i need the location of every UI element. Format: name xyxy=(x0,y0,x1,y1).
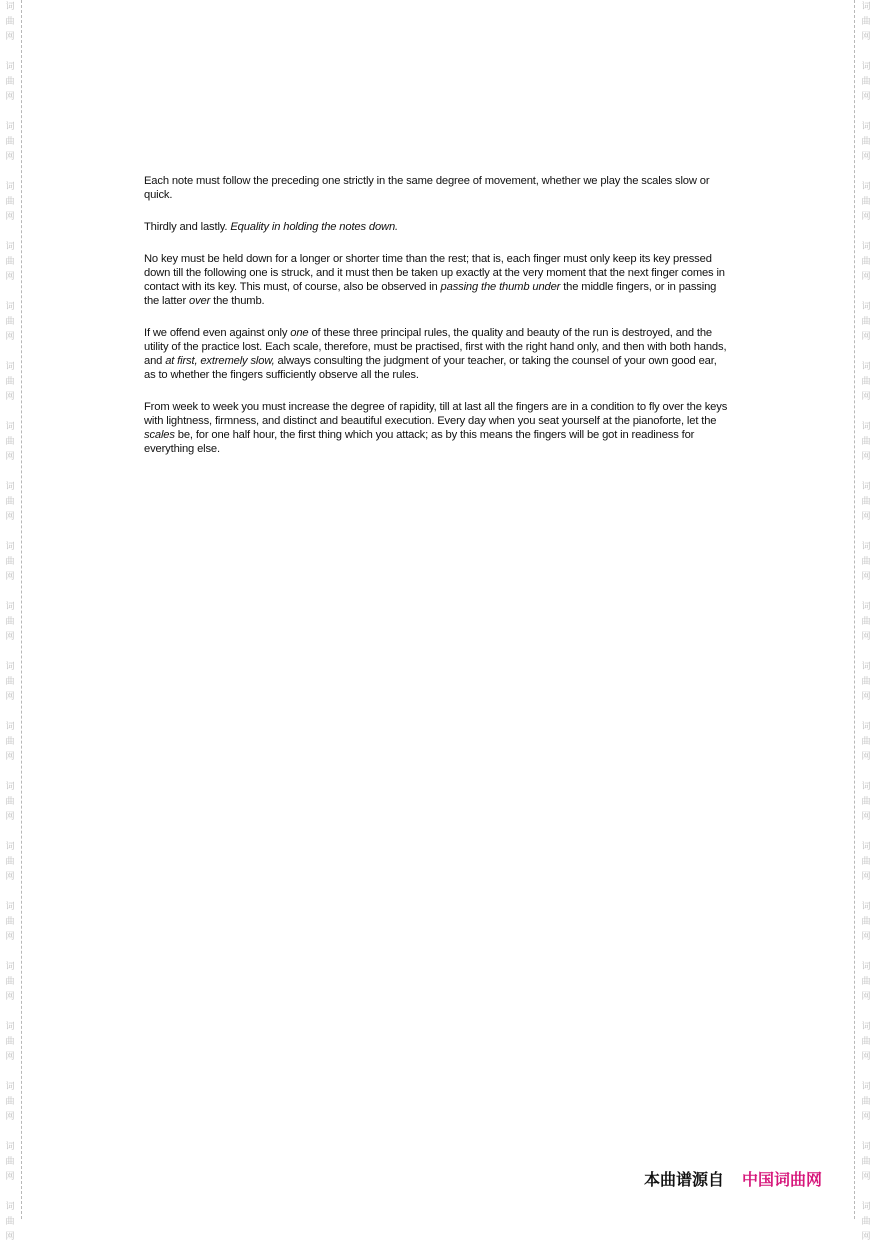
watermark-char: 网 xyxy=(5,992,15,1002)
watermark-char: 词 xyxy=(861,482,871,492)
watermark-char: 网 xyxy=(861,212,871,222)
watermark-char: 词 xyxy=(5,662,15,672)
watermark-char: 词 xyxy=(5,242,15,252)
watermark-char: 词 xyxy=(861,782,871,792)
watermark-char: 网 xyxy=(861,572,871,582)
watermark-group xyxy=(858,600,874,648)
watermark-char: 曲 xyxy=(861,437,871,447)
watermark-char: 曲 xyxy=(5,377,15,387)
watermark-char: 曲 xyxy=(5,1157,15,1167)
watermark-char: 网 xyxy=(5,932,15,942)
watermark-char: 词 xyxy=(5,362,15,372)
watermark-char: 网 xyxy=(5,392,15,402)
watermark-char: 曲 xyxy=(5,257,15,267)
italic-text: one xyxy=(290,327,309,339)
watermark-char: 网 xyxy=(5,1052,15,1062)
watermark-group xyxy=(858,1140,874,1188)
watermark-char: 曲 xyxy=(861,917,871,927)
watermark-char: 曲 xyxy=(861,17,871,27)
watermark-char: 曲 xyxy=(861,1097,871,1107)
watermark-group xyxy=(2,600,18,648)
watermark-char: 曲 xyxy=(861,497,871,507)
watermark-group xyxy=(2,420,18,468)
italic-text: over xyxy=(189,295,211,307)
watermark-char: 曲 xyxy=(861,797,871,807)
footer-source-label: 本曲谱源自 xyxy=(644,1170,725,1189)
watermark-char: 词 xyxy=(5,422,15,432)
watermark-char: 网 xyxy=(861,272,871,282)
watermark-char: 词 xyxy=(861,422,871,432)
watermark-group xyxy=(2,1200,18,1248)
watermark-char: 词 xyxy=(5,482,15,492)
watermark-char: 网 xyxy=(5,632,15,642)
watermark-group xyxy=(2,0,18,48)
watermark-group xyxy=(858,1200,874,1248)
left-margin-dashed-line xyxy=(21,0,22,1219)
watermark-char: 词 xyxy=(861,902,871,912)
watermark-char: 网 xyxy=(861,812,871,822)
paragraph xyxy=(144,174,730,202)
watermark-char: 词 xyxy=(5,782,15,792)
watermark-char: 曲 xyxy=(861,1217,871,1227)
watermark-char: 词 xyxy=(5,1202,15,1212)
watermark-char: 词 xyxy=(861,62,871,72)
italic-text: Equality in holding the notes down. xyxy=(230,221,398,233)
watermark-char: 网 xyxy=(861,1172,871,1182)
watermark-char: 词 xyxy=(861,962,871,972)
watermark-char: 网 xyxy=(861,1232,871,1242)
watermark-group xyxy=(858,540,874,588)
watermark-char: 网 xyxy=(861,32,871,42)
watermark-char: 网 xyxy=(861,692,871,702)
watermark-char: 词 xyxy=(861,602,871,612)
watermark-char: 网 xyxy=(861,932,871,942)
watermark-char: 曲 xyxy=(861,377,871,387)
watermark-char: 词 xyxy=(5,62,15,72)
watermark-group xyxy=(2,960,18,1008)
watermark-char: 网 xyxy=(5,812,15,822)
watermark-char: 词 xyxy=(861,1082,871,1092)
watermark-char: 词 xyxy=(5,1022,15,1032)
watermark-group xyxy=(2,300,18,348)
watermark-char: 词 xyxy=(5,542,15,552)
watermark-char: 词 xyxy=(861,122,871,132)
watermark-char: 曲 xyxy=(861,857,871,867)
watermark-char: 曲 xyxy=(5,1217,15,1227)
watermark-group xyxy=(858,60,874,108)
watermark-char: 网 xyxy=(5,692,15,702)
watermark-char: 词 xyxy=(861,362,871,372)
text-run: No key must be held down for a longer or shorter time than the rest; that is, each finger must only keep its key pressed down till the following one is struck, and it must then be taken up exactly at the very moment that the next finger comes in contact with its key. This must, of course, also be observed in xyxy=(144,253,725,293)
text-run: If we offend even against only xyxy=(144,327,291,339)
watermark-char: 曲 xyxy=(861,1037,871,1047)
watermark-char: 曲 xyxy=(861,557,871,567)
watermark-char: 曲 xyxy=(5,77,15,87)
watermark-char: 网 xyxy=(5,152,15,162)
watermark-char: 网 xyxy=(5,452,15,462)
footer-attribution xyxy=(644,1168,822,1192)
text-run: Thirdly and lastly. xyxy=(144,221,231,233)
watermark-char: 网 xyxy=(861,992,871,1002)
text-run: the thumb. xyxy=(210,295,265,307)
watermark-group xyxy=(858,900,874,948)
watermark-group xyxy=(858,840,874,888)
watermark-char: 曲 xyxy=(861,1157,871,1167)
right-margin-dashed-line xyxy=(854,0,855,1219)
paragraph xyxy=(144,326,730,382)
watermark-group xyxy=(2,480,18,528)
watermark-char: 网 xyxy=(5,32,15,42)
watermark-char: 曲 xyxy=(861,317,871,327)
watermark-char: 网 xyxy=(861,392,871,402)
watermark-char: 网 xyxy=(861,872,871,882)
text-run: be, for one half hour, the first thing which you attack; as by this means the fingers will be got in readiness for everything else. xyxy=(144,429,695,455)
watermark-char: 词 xyxy=(5,842,15,852)
watermark-group xyxy=(858,360,874,408)
watermark-char: 网 xyxy=(861,152,871,162)
paragraph xyxy=(144,220,730,234)
watermark-char: 网 xyxy=(5,752,15,762)
watermark-char: 词 xyxy=(5,902,15,912)
watermark-group xyxy=(2,1080,18,1128)
watermark-group xyxy=(2,1020,18,1068)
watermark-char: 曲 xyxy=(861,977,871,987)
watermark-char: 曲 xyxy=(5,317,15,327)
watermark-char: 词 xyxy=(5,1142,15,1152)
watermark-char: 曲 xyxy=(5,17,15,27)
watermark-group xyxy=(2,720,18,768)
watermark-char: 词 xyxy=(5,122,15,132)
watermark-group xyxy=(858,660,874,708)
right-margin-watermark xyxy=(858,0,874,1242)
italic-text: passing the thumb under xyxy=(440,281,561,293)
paragraph xyxy=(144,400,730,456)
watermark-char: 网 xyxy=(5,92,15,102)
italic-text: at first, extremely slow, xyxy=(165,355,275,367)
watermark-char: 曲 xyxy=(5,917,15,927)
watermark-char: 词 xyxy=(861,1022,871,1032)
watermark-char: 词 xyxy=(861,242,871,252)
watermark-group xyxy=(858,960,874,1008)
watermark-char: 曲 xyxy=(5,677,15,687)
watermark-char: 词 xyxy=(5,182,15,192)
watermark-char: 词 xyxy=(861,722,871,732)
watermark-char: 词 xyxy=(5,962,15,972)
watermark-char: 曲 xyxy=(5,437,15,447)
watermark-group xyxy=(858,300,874,348)
watermark-char: 词 xyxy=(5,602,15,612)
watermark-char: 词 xyxy=(861,302,871,312)
watermark-char: 网 xyxy=(861,1052,871,1062)
watermark-group xyxy=(2,660,18,708)
text-run: of these three principal rules, the quality and beauty of the run is destroyed, and the utility of the practice lost. Each scale, therefore, must be practised, first with the right hand only, and then with both hands, and xyxy=(144,327,727,367)
watermark-char: 词 xyxy=(861,1202,871,1212)
watermark-char: 词 xyxy=(5,1082,15,1092)
watermark-char: 曲 xyxy=(5,857,15,867)
text-run: From week to week you must increase the degree of rapidity, till at last all the fingers are in a condition to fly over the keys with lightness, firmness, and distinct and beautiful execution. Every day when you seat yourself at the pianoforte, let the xyxy=(144,401,728,427)
watermark-char: 曲 xyxy=(5,617,15,627)
text-run: always consulting the judgment of your teacher, or taking the counsel of your own good ear, as to whether the fingers sufficiently observe all the rules. xyxy=(144,355,717,381)
watermark-group xyxy=(2,540,18,588)
watermark-char: 网 xyxy=(5,872,15,882)
watermark-group xyxy=(2,360,18,408)
watermark-group xyxy=(2,1140,18,1188)
watermark-char: 词 xyxy=(861,1142,871,1152)
watermark-char: 曲 xyxy=(5,137,15,147)
watermark-char: 网 xyxy=(5,1172,15,1182)
watermark-char: 曲 xyxy=(861,77,871,87)
watermark-group xyxy=(858,720,874,768)
watermark-char: 网 xyxy=(5,512,15,522)
watermark-char: 网 xyxy=(5,572,15,582)
italic-text: scales xyxy=(144,429,175,441)
watermark-char: 网 xyxy=(861,452,871,462)
watermark-group xyxy=(2,900,18,948)
watermark-char: 词 xyxy=(861,662,871,672)
watermark-group xyxy=(858,780,874,828)
watermark-char: 网 xyxy=(5,332,15,342)
watermark-char: 网 xyxy=(5,1232,15,1242)
watermark-char: 词 xyxy=(861,542,871,552)
watermark-group xyxy=(2,120,18,168)
watermark-group xyxy=(2,840,18,888)
text-run: Each note must follow the preceding one strictly in the same degree of movement, whether we play the scales slow or quick. xyxy=(144,175,710,201)
watermark-char: 词 xyxy=(861,842,871,852)
footer-site-name: 中国词曲网 xyxy=(742,1170,823,1189)
watermark-group xyxy=(858,180,874,228)
watermark-char: 网 xyxy=(861,632,871,642)
watermark-char: 网 xyxy=(861,752,871,762)
watermark-char: 网 xyxy=(861,332,871,342)
watermark-char: 曲 xyxy=(861,677,871,687)
watermark-group xyxy=(858,0,874,48)
watermark-char: 网 xyxy=(5,212,15,222)
text-run: the middle fingers, or in passing the latter xyxy=(144,281,717,307)
watermark-group xyxy=(858,120,874,168)
watermark-char: 网 xyxy=(5,272,15,282)
watermark-char: 词 xyxy=(861,182,871,192)
watermark-char: 网 xyxy=(861,512,871,522)
watermark-char: 曲 xyxy=(5,797,15,807)
watermark-group xyxy=(858,240,874,288)
watermark-group xyxy=(858,480,874,528)
watermark-group xyxy=(2,180,18,228)
watermark-group xyxy=(2,780,18,828)
watermark-char: 词 xyxy=(861,2,871,12)
watermark-char: 曲 xyxy=(5,977,15,987)
watermark-group xyxy=(858,1080,874,1128)
watermark-char: 网 xyxy=(861,92,871,102)
document-body xyxy=(144,174,730,474)
watermark-char: 曲 xyxy=(5,1037,15,1047)
watermark-char: 词 xyxy=(5,722,15,732)
watermark-char: 曲 xyxy=(5,497,15,507)
watermark-char: 曲 xyxy=(5,197,15,207)
watermark-group xyxy=(2,240,18,288)
watermark-char: 曲 xyxy=(861,137,871,147)
watermark-char: 词 xyxy=(5,2,15,12)
watermark-char: 词 xyxy=(5,302,15,312)
watermark-char: 曲 xyxy=(5,737,15,747)
watermark-char: 网 xyxy=(5,1112,15,1122)
watermark-group xyxy=(858,420,874,468)
watermark-char: 网 xyxy=(861,1112,871,1122)
watermark-char: 曲 xyxy=(5,557,15,567)
watermark-char: 曲 xyxy=(5,1097,15,1107)
left-margin-watermark xyxy=(2,0,18,1242)
paragraph xyxy=(144,252,730,308)
watermark-group xyxy=(858,1020,874,1068)
watermark-char: 曲 xyxy=(861,197,871,207)
watermark-group xyxy=(2,60,18,108)
watermark-char: 曲 xyxy=(861,257,871,267)
watermark-char: 曲 xyxy=(861,617,871,627)
watermark-char: 曲 xyxy=(861,737,871,747)
